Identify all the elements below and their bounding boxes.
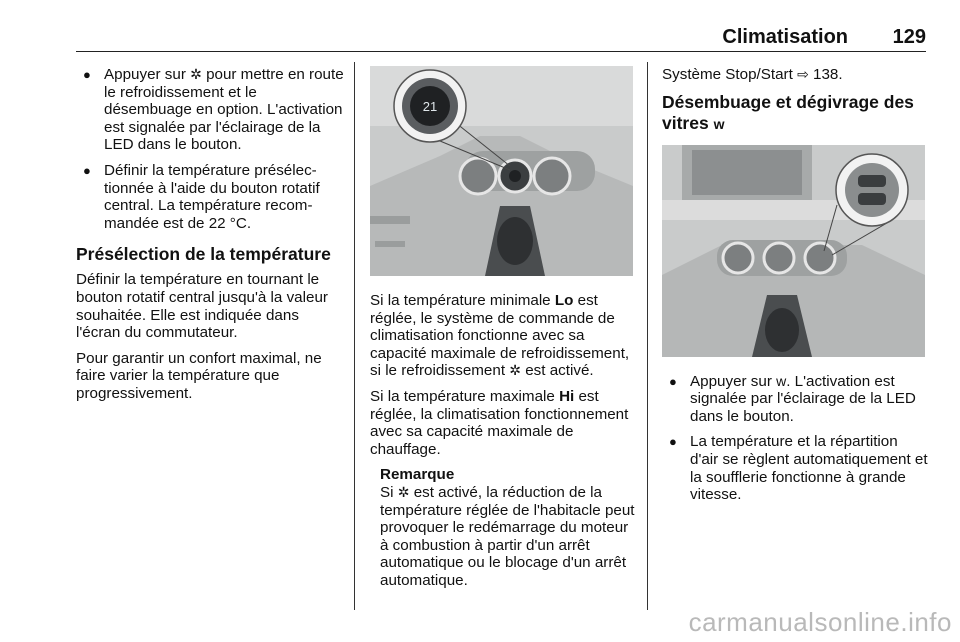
bullet-dot: ● — [83, 67, 91, 82]
snowflake-icon: ✲ — [397, 483, 410, 500]
section-heading: Présélection de la température — [76, 244, 331, 265]
list-item: ● Appuyer sur ✲ pour mettre en route le refroidissement et le désembuage en option. L'activation est signalée par l'éclairage de la LED dans le bouton. — [83, 66, 344, 154]
note-text: Si ✲ est activé, la réduction de la température réglée de l'habitacle peut provoquer le redémarrage du moteur à combustion à partir d'un arrêt automatique ou le blocage d'un arrêt automatique. — [380, 483, 635, 589]
list-item: ● La température et la répartition d'air se règlent automatiquement et la soufflerie fonctionne à grande vitesse. — [669, 433, 928, 504]
paragraph: Définir la température en tournant le bouton rotatif central jusqu'à la valeur souhaitée. Elle est indiquée dans l'écran du commutateur. — [76, 271, 328, 342]
bullet-dot: ● — [669, 373, 677, 389]
defrost-button-photo — [662, 145, 925, 357]
arrow-right-icon: ⇨ — [797, 66, 809, 82]
column-divider — [647, 62, 648, 610]
page-number: 129 — [892, 26, 926, 48]
paragraph: Système Stop/Start ⇨ 138. — [662, 66, 843, 83]
list-item: ● Définir la température présélectionnée à l'aide du bouton rotatif central. La température recommandée est de 22 °C. — [83, 161, 320, 232]
note-box — [370, 466, 635, 589]
paragraph: Pour garantir un confort maximal, ne faire varier la température que progressivement. — [76, 349, 322, 402]
watermark: carmanualsonline.info — [688, 607, 952, 637]
note-title: Remarque — [380, 466, 455, 484]
section-heading: Désembuage et dégivrage des vitres ᴡ — [662, 91, 914, 133]
paragraph: Si la température maximale Hi est réglée, la climatisation fonctionnement avec sa capacité maximale de chauffage. — [370, 387, 629, 458]
snowflake-icon: ✲ — [509, 362, 522, 379]
list-item: ● Appuyer sur ᴡ. L'activation est signalée par l'éclairage de la LED dans le bouton. — [669, 372, 916, 425]
column-divider — [354, 62, 355, 610]
paragraph: Si la température minimale Lo est réglée, le système de commande de climatisation fonctionne avec sa capacité maximale de refroidissement, si le refroidissement ✲ est activé. — [370, 292, 630, 380]
page-title: Climatisation — [722, 26, 848, 48]
column-left — [76, 66, 344, 411]
page-header — [76, 22, 926, 52]
column-middle — [370, 66, 635, 590]
defrost-icon: ᴡ — [776, 372, 787, 389]
snowflake-icon: ✲ — [190, 66, 202, 82]
defrost-icon: ᴡ — [713, 115, 725, 132]
climate-control-photo — [370, 66, 633, 276]
bullet-dot: ● — [83, 162, 91, 178]
column-right — [662, 66, 928, 512]
temperature-display: 21 — [422, 99, 438, 114]
bullet-dot: ● — [669, 434, 677, 450]
